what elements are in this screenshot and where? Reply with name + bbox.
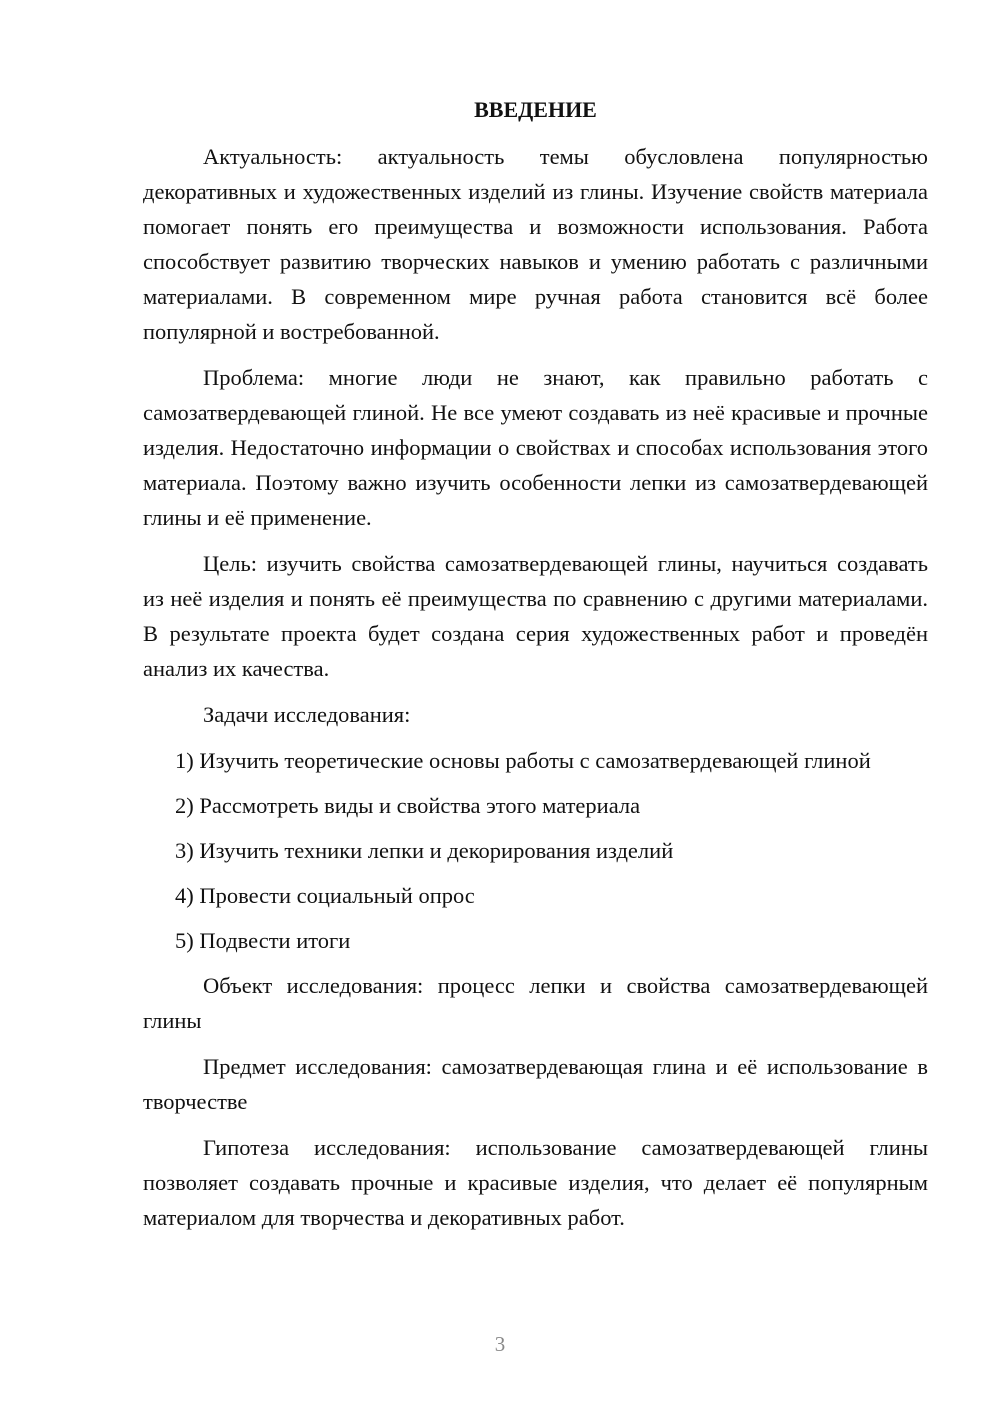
tasks-title: Задачи исследования: [203,702,411,727]
object-paragraph: Объект исследования: процесс лепки и свойства самозатвердевающей глины [143,973,928,1033]
relevance-paragraph: Актуальность: актуальность темы обусловлена популярностью декоративных и художественных изделий из глины. Изучение свойств материала помогает понять его преимущества и возможности использования. Работа способствует развитию творческих навыков и умению работать с различными материалами. В современном мире ручная работа становится всё более популярной и востребованной. [143,144,928,344]
tasks-list [143,743,928,958]
task-item: 4) Провести социальный опрос [175,883,475,908]
subject-paragraph: Предмет исследования: самозатвердевающая глина и её использование в творчестве [143,1054,928,1114]
task-item: 2) Рассмотреть виды и свойства этого материала [175,793,641,818]
task-item: 5) Подвести итоги [175,928,351,953]
task-item: 3) Изучить техники лепки и декорирования изделий [175,838,674,863]
goal-paragraph: Цель: изучить свойства самозатвердевающей глины, научиться создавать из неё изделия и понять её преимущества по сравнению с другими материалами. В результате проекта будет создана серия художественных работ и проведён анализ их качества. [143,551,928,681]
hypothesis-paragraph: Гипотеза исследования: использование самозатвердевающей глины позволяет создавать прочные и красивые изделия, что делает её популярным материалом для творчества и декоративных работ. [143,1135,928,1230]
task-item: 1) Изучить теоретические основы работы с самозатвердевающей глиной [175,748,871,773]
section-heading: ВВЕДЕНИЕ [474,97,597,122]
page-number: 3 [494,1332,506,1356]
problem-paragraph: Проблема: многие люди не знают, как правильно работать с самозатвердевающей глиной. Не все умеют создавать из неё красивые и прочные изделия. Недостаточно информации о свойствах и способах использования этого материала. Поэтому важно изучить особенности лепки из самозатвердевающей глины и её применение. [143,365,928,530]
document-page [143,93,928,1246]
